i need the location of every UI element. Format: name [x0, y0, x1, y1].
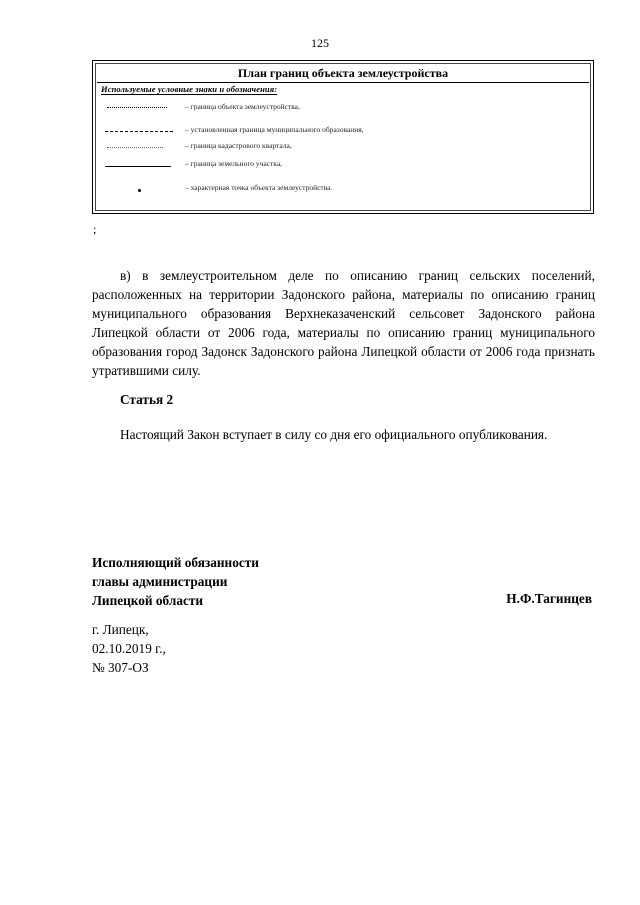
footer-date: 02.10.2019 г., [92, 641, 166, 656]
legend-item [93, 140, 593, 154]
legend-item-label: – характерная точка объекта землеустройства. [185, 183, 333, 192]
cadastral-quarter-symbol [107, 147, 163, 148]
signature-title-line1: Исполняющий обязанности [92, 555, 259, 570]
legend-item [93, 124, 593, 138]
legend-item-label: – граница земельного участка, [185, 159, 283, 168]
article-heading: Статья 2 [120, 392, 174, 407]
legend-item-label: – установленная граница муниципального образования, [185, 125, 364, 134]
paragraph-c [92, 266, 595, 380]
land-plot-boundary-symbol [105, 166, 171, 167]
legend-box [92, 60, 594, 214]
legend-item-label: – граница объекта землеустройства, [185, 102, 300, 111]
characteristic-point-icon [138, 189, 141, 192]
legend-item [93, 158, 593, 172]
legend-item-label: – граница кадастрового квартала, [185, 141, 292, 150]
footer-city: г. Липецк, [92, 622, 149, 637]
signature-title-line2: главы администрации [92, 574, 228, 589]
municipal-boundary-symbol [105, 131, 173, 132]
object-boundary-symbol [107, 107, 167, 108]
paragraph-c-text: в) в землеустроительном деле по описанию границ сельских поселений, расположенных на территории Задонского района, материалы по описанию границ муниципального образования Верхнеказаченский сельсовет Задонского района Липецкой области от 2006 года, материалы по описанию границ муниципального образования город Задонск Задонского района Липецкой области от 2006 года признать утратившими силу. [92, 268, 595, 378]
footer-law-number: № 307-ОЗ [92, 660, 149, 675]
legend-item [93, 101, 593, 115]
legend-separator: ; [93, 222, 97, 236]
signatory-name: Н.Ф.Тагинцев [506, 591, 592, 606]
legend-title: План границ объекта землеустройства [97, 64, 589, 83]
page-number: 125 [311, 36, 329, 50]
legend-heading: Используемые условные знаки и обозначения: [101, 84, 278, 94]
legend-item [93, 182, 593, 196]
article-text [92, 425, 595, 444]
signature-title-line3: Липецкой области [92, 593, 204, 608]
article-text-body: Настоящий Закон вступает в силу со дня его официального опубликования. [120, 427, 548, 442]
